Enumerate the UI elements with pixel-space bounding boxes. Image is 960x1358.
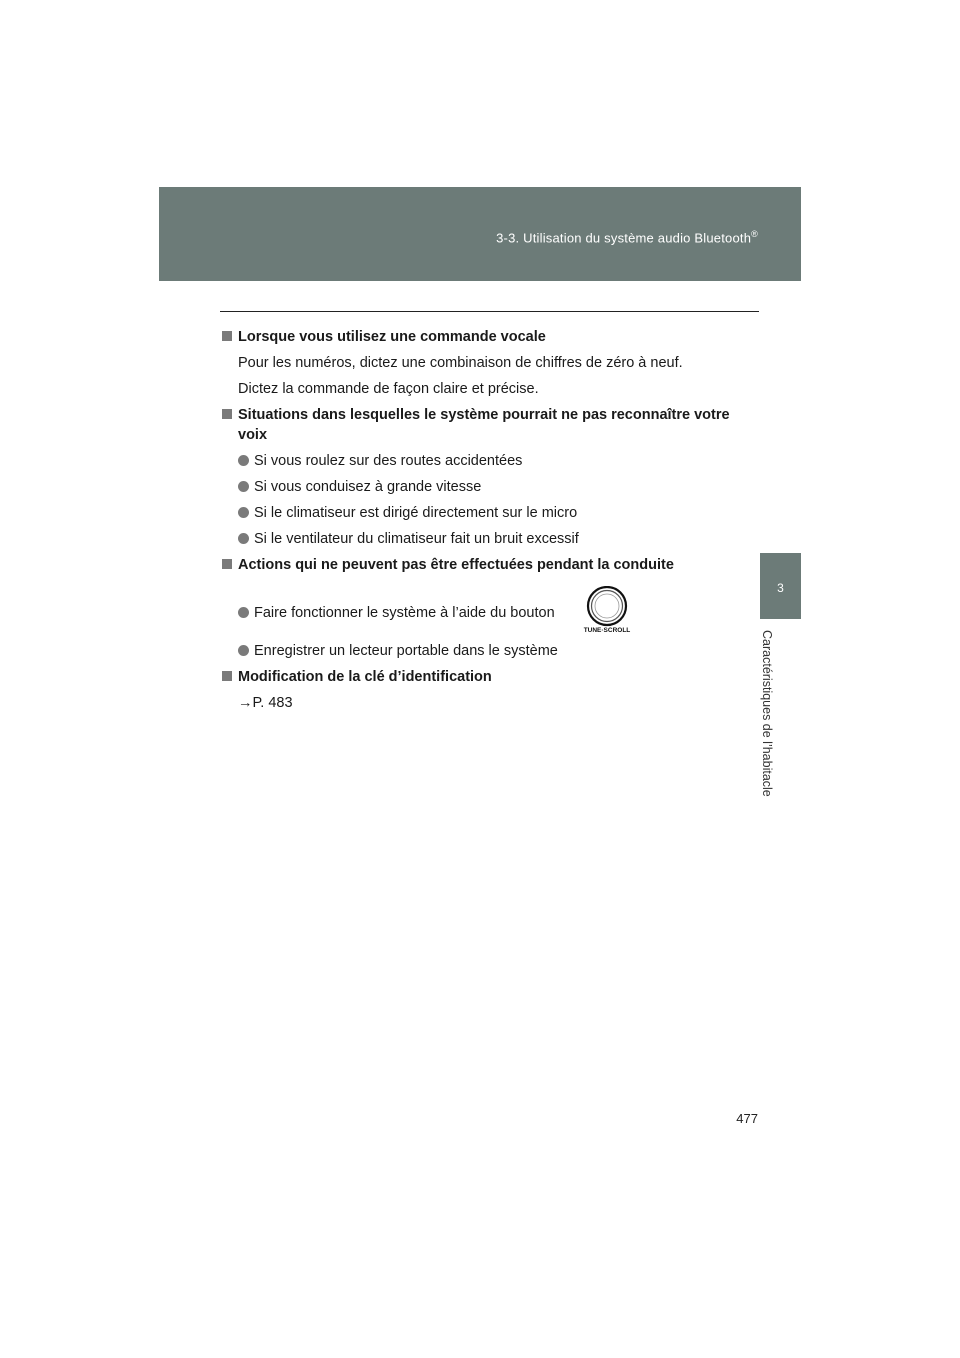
- list-item: Si vous roulez sur des routes accidentées: [238, 453, 522, 469]
- heading-driving-actions: Actions qui ne peuvent pas être effectuées pendant la conduite: [222, 557, 674, 573]
- round-bullet-icon: [238, 507, 249, 518]
- square-bullet-icon: [222, 671, 232, 681]
- chapter-label: Caractéristiques de l’habitacle: [760, 630, 774, 797]
- list-item: Faire fonctionner le système à l’aide du bouton: [238, 605, 555, 621]
- square-bullet-icon: [222, 559, 232, 569]
- round-bullet-icon: [238, 607, 249, 618]
- chapter-tab: [760, 553, 801, 619]
- round-bullet-icon: [238, 481, 249, 492]
- heading-key-modification: Modification de la clé d’identification: [222, 669, 492, 685]
- tune-scroll-knob-icon: [579, 586, 635, 634]
- list-item: Si le climatiseur est dirigé directement sur le micro: [238, 505, 577, 521]
- page-reference-link[interactable]: →P. 483: [238, 695, 293, 711]
- square-bullet-icon: [222, 409, 232, 419]
- round-bullet-icon: [238, 645, 249, 656]
- heading-recognition: Situations dans lesquelles le système pourrait ne pas reconnaître votre: [222, 407, 730, 423]
- round-bullet-icon: [238, 533, 249, 544]
- list-item: Si le ventilateur du climatiseur fait un bruit excessif: [238, 531, 579, 547]
- header-title: 3-3. Utilisation du système audio Bluetooth®: [496, 229, 758, 246]
- knob-label: TUNE·SCROLL: [583, 627, 631, 634]
- list-item: Si vous conduisez à grande vitesse: [238, 479, 481, 495]
- divider: [220, 311, 759, 312]
- paragraph: Dictez la commande de façon claire et précise.: [238, 381, 539, 397]
- round-bullet-icon: [238, 455, 249, 466]
- paragraph: Pour les numéros, dictez une combinaison de chiffres de zéro à neuf.: [238, 355, 683, 371]
- chapter-number: 3: [777, 581, 784, 595]
- section-header: [159, 187, 801, 281]
- heading-recognition-cont: voix: [238, 427, 268, 443]
- heading-voice-command: Lorsque vous utilisez une commande vocale: [222, 329, 546, 345]
- square-bullet-icon: [222, 331, 232, 341]
- list-item: Enregistrer un lecteur portable dans le système: [238, 643, 558, 659]
- page-number: 477: [736, 1111, 758, 1126]
